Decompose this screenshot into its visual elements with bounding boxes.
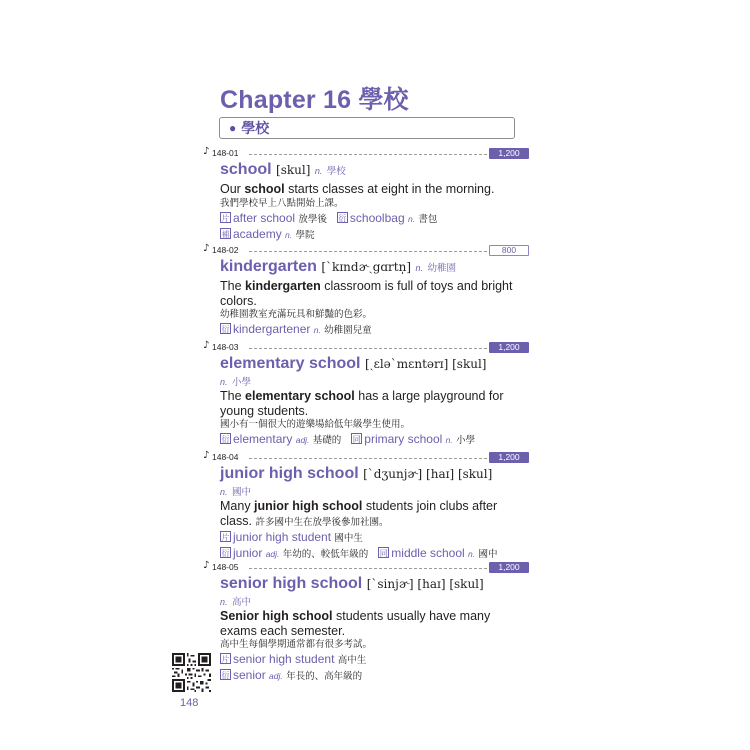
entry-kindergarten <box>203 245 533 338</box>
part-of-speech: n. <box>220 597 228 607</box>
sentence-translation: 我們學校早上八點開始上課。 <box>220 197 344 209</box>
pronunciation: [ˋsinjɚ] [haɪ] [skul] <box>366 577 484 591</box>
part-of-speech: n. <box>314 166 323 176</box>
headword: kindergarten <box>220 258 317 275</box>
related-term: senior <box>233 668 266 682</box>
supplement-tag: 補 <box>221 229 230 239</box>
related-term: schoolbag <box>349 210 405 225</box>
track-number: 148-05 <box>212 562 239 572</box>
headword-line <box>220 160 520 182</box>
related-line: 衍 elementary adj. 基礎的 同 primary school n. 小學 <box>221 432 476 446</box>
meaning: 學校 <box>326 166 346 177</box>
section-label: 學校 <box>241 120 270 136</box>
pronunciation: [ˏɛləˋmɛntərɪ] [skul] <box>364 357 487 371</box>
related-line: 衍 kindergartener n. 幼稚園兒童 <box>221 322 372 336</box>
level-badge: 1,200 <box>489 342 529 353</box>
headword: school <box>220 161 272 178</box>
divider <box>249 154 487 155</box>
pos-line <box>220 594 520 609</box>
part-of-speech: n. <box>415 263 423 273</box>
music-note-icon[interactable]: ♪ <box>203 243 210 254</box>
derivative-tag: 衍 <box>221 549 230 558</box>
related-term: elementary <box>233 432 293 446</box>
entry-junior-high-school <box>203 452 533 562</box>
phrase-tag: 片 <box>221 655 230 664</box>
related-term: kindergartener <box>233 322 311 336</box>
track-number: 148-02 <box>212 245 239 255</box>
related-line: 衍 junior adj. 年幼的、較低年級的 同 middle school n. 國中 <box>221 546 498 560</box>
chapter-title: Chapter 16 學校 <box>220 86 409 114</box>
music-note-icon[interactable]: ♪ <box>203 450 210 461</box>
qr-code[interactable] <box>172 653 211 692</box>
page-number: 148 <box>180 697 199 709</box>
derivative-tag: 衍 <box>221 435 230 444</box>
divider <box>249 458 487 459</box>
related-term: after school <box>233 210 296 225</box>
part-of-speech: n. <box>220 487 228 497</box>
related-line: 片 after school 放學後 衍 schoolbag n. 書包 <box>221 210 438 225</box>
pos-line <box>220 484 520 499</box>
headword-line <box>220 464 520 484</box>
level-badge: 800 <box>489 245 529 256</box>
sentence-translation: 幼稚園教室充滿玩具和鮮豔的色彩。 <box>220 309 373 320</box>
example-sentence: The kindergarten classroom is full of toys and bright colors. <box>220 279 513 308</box>
example-sentence: Many junior high school students join clubs after class. 許多國中生在放學後參加社團。 <box>220 499 498 528</box>
example-sentence: Senior high school students usually have many exams each semester. <box>220 609 491 638</box>
part-of-speech: n. <box>220 377 228 387</box>
pos-line <box>220 374 520 389</box>
related-term: middle school <box>391 546 465 560</box>
music-note-icon[interactable]: ♪ <box>203 340 210 351</box>
meaning: 高中 <box>231 597 251 608</box>
sentence-translation: 高中生每個學期通常都有很多考試。 <box>220 639 373 650</box>
phrase-tag: 片 <box>221 533 230 542</box>
entry-id-line <box>203 342 533 354</box>
meaning: 小學 <box>231 377 251 388</box>
section-header <box>219 117 515 139</box>
level-badge: 1,200 <box>489 148 529 159</box>
headword-line <box>220 574 520 594</box>
pronunciation: [skul] <box>276 163 311 177</box>
headword: elementary school <box>220 355 361 372</box>
track-number: 148-04 <box>212 452 239 462</box>
music-note-icon[interactable]: ♪ <box>203 146 210 157</box>
phrase-tag: 片 <box>221 213 230 223</box>
derivative-tag: 衍 <box>221 325 230 334</box>
entry-senior-high-school <box>203 562 533 684</box>
meaning: 國中 <box>231 487 251 498</box>
track-number: 148-03 <box>212 342 239 352</box>
pronunciation: [ˋdʒunjɚ] [haɪ] [skul] <box>363 467 493 481</box>
section-bullet: ● <box>229 121 237 135</box>
entry-id-line <box>203 562 533 574</box>
related-line: 片 senior high student 高中生 <box>221 652 367 666</box>
related-term: senior high student <box>233 652 335 666</box>
entry-id-line <box>203 148 533 160</box>
related-term: junior <box>233 546 263 560</box>
synonym-tag: 同 <box>379 549 388 558</box>
divider <box>249 348 487 349</box>
related-line: 補 academy n. 學院 <box>221 226 315 241</box>
divider <box>249 251 487 252</box>
level-badge: 1,200 <box>489 452 529 463</box>
sentence-translation: 許多國中生在放學後參加社團。 <box>255 516 389 528</box>
related-term: primary school <box>364 432 443 446</box>
entry-id-line <box>203 245 533 257</box>
entry-elementary-school <box>203 342 533 448</box>
related-term: academy <box>233 226 282 241</box>
synonym-tag: 同 <box>352 435 361 444</box>
example-sentence: Our school starts classes at eight in the morning. <box>220 182 495 196</box>
headword: senior high school <box>220 575 363 592</box>
headword: junior high school <box>220 465 359 482</box>
related-term: junior high student <box>233 530 332 544</box>
level-badge: 1,200 <box>489 562 529 573</box>
track-number: 148-01 <box>212 148 239 158</box>
headword-line <box>220 257 520 279</box>
headword-line <box>220 354 520 374</box>
entry-school <box>203 148 533 243</box>
derivative-tag: 衍 <box>221 671 230 680</box>
sentence-translation: 國小有一個很大的遊樂場給低年級學生使用。 <box>220 419 411 430</box>
pronunciation: [ˋkɪndɚˏgɑrtn̩] <box>321 260 412 274</box>
meaning: 幼稚園 <box>427 263 456 274</box>
related-line: 衍 senior adj. 年長的、高年級的 <box>221 668 363 682</box>
example-sentence: The elementary school has a large playground for young students. <box>220 389 504 418</box>
related-line: 片 junior high student 國中生 <box>221 530 363 544</box>
music-note-icon[interactable]: ♪ <box>203 560 210 571</box>
derivative-tag: 衍 <box>338 213 347 223</box>
entry-id-line <box>203 452 533 464</box>
divider <box>249 568 487 569</box>
